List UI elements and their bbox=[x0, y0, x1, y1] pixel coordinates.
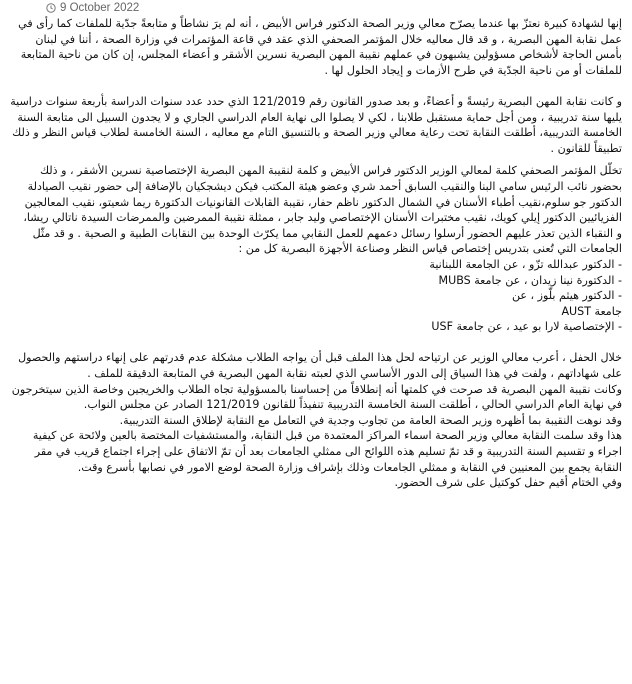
paragraph-praise: وقد نوهت النقيبة بما أظهره وزير الصحة العامة من تجاوب وجدية في التعامل مع النقابة لإطلاق السنة التدريبية. bbox=[119, 413, 622, 427]
paragraph-handover: هذا وقد سلمت النقابة معالي وزير الصحة اسماء المراكز المعتمدة من قبل النقابة، والمستشفيات المختصة بالعين ولائحة عن كيفية اجراء و تقسيم السنة التدريبية و قد تمّ تسليم هذه اللوائح الى ممثلي الجامعات بعد أن تمّ الاتفاق على إجراء اجتماع قريب في مقر النقابة يجمع بين المعنيين في النقابة و ممثلي الجامعات وذلك بإشراف وزارة الصحة لوضع الامور في نصابها بأسرع وقت. bbox=[32, 429, 622, 474]
university-item: - الإختصاصية لارا بو عيد ، عن جامعة USF bbox=[431, 320, 622, 334]
publish-date: 9 October 2022 bbox=[60, 2, 140, 14]
paragraph-intro: إنها لشهادة كبيرة نعتزّ بها عندما يصرّح معالي وزير الصحة الدكتور فراس الأبيض ، أنه لم يرَ نشاطاً و متابعةً جدّية للملفات كما رأى في عمل نقابة المهن البصرية ، و قد قال معاليه خلال المؤتمر الصحفي الذي عقد في قاعة المؤتمرات في وزارة الصحة ، أننا في لبنان بأمس الحاجة لأشخاص مسؤولين يشبهون في عملهم نقيبة المهن البصرية نسرين الأشقر و أعضاء المجلس، إن كان من ناحية المتابعة للملفات أو من ناحية الجدّية في طرح الأزمات و إيجاد الحلول لها . bbox=[18, 17, 622, 77]
clock-icon bbox=[46, 3, 56, 13]
paragraph-union-statement: وكانت نقيبة المهن البصرية قد صرحت في كلمتها أنه إنطلاقاً من إحساسنا بالمسؤولية تجاه الطلاب والخريجين وخاصة الذين سيتخرجون في نهاية العام الدراسي الحالي ، أطلقت السنة الخامسة التدريبية تنفيذاً للقانون 121/2019 الصادر عن مجلس النواب. bbox=[11, 382, 622, 412]
paragraph-universities: و النقباء الذين تعذر عليهم الحضور أرسلوا رسائل دعمهم للعمل النقابي مما يكرّث الوحدة بين النقابات الطبية و الصحية . و قد مثّل الجامعات التي تُعنى بتدريس إختصاص قياس النظر وصناعة الأجهزة البصرية كل من : bbox=[32, 226, 622, 256]
date-row bbox=[46, 0, 139, 16]
paragraph-minister-remarks: خلال الحفل ، أعرب معالي الوزير عن ارتياحه لحل هذا الملف قبل أن يواجه الطلاب مشكلة عدم قدرتهم على إنهاء دراستهم والحصول على شهاداتهم ، ولفت في هذا السياق إلى الدور الأساسي الذي لعبته نقابة المهن البصرية في المتابعة الدقيقة للملف . bbox=[18, 351, 622, 381]
university-item: - الدكتورة نينا زيدان ، عن جامعة MUBS bbox=[438, 273, 622, 287]
university-item: - الدكتور عبدالله تزّو ، عن الجامعة اللبنانية bbox=[429, 257, 622, 271]
article-body bbox=[8, 16, 622, 491]
paragraph-closing: وفي الختام أقيم حفل كوكتيل على شرف الحضور. bbox=[394, 476, 622, 490]
university-item: - الدكتور هيثم بلّوز ، عن bbox=[511, 289, 622, 303]
paragraph-law: و كانت نقابة المهن البصرية رئيسةً و أعضاءً، و بعد صدور القانون رقم 121/2019 الذي حدد عدد سنوات الدراسة بأربعة سنوات دراسية يليها سنة تدريبية ، ومن أجل حماية مستقبل طلابنا ، لكي لا يصلوا الى نهاية العام الدراسي الجاري و لا يجدون السبيل الى متابعة السنة الخامسة التدريبية، أطلقت النقابة تحت رعاية معالي وزير الصحة و بالتنسيق التام مع معاليه ، السنة الخامسة لطلاب قياس النظر و ذلك تطبيقاً للقانون . bbox=[10, 94, 622, 155]
paragraph-attendees: تخلّل المؤتمر الصحفي كلمة لمعالي الوزير الدكتور فراس الأبيض و كلمة لنقيبة المهن البصرية الإختصاصية نسرين الأشقر ، و ذلك بحضور نائب الرئيس سامي البنا والنقيب السابق أحمد شري وعضو هيئة المكتب فيكن ديشجكيان بالإضافة إلى حضور نقيب الصيادلة الدكتور جو سلوم،نقيب أطباء الأسنان في الشمال الدكتور ناظم حفار، نقيبة القابلات القانونيات الدكتورة ريما شعيتو، نقيب المعالجين الفزيائيين الدكتور إيلي كويك، نقيب مختبرات الأسنان الإختصاصي وليد جابر ، ممثلة نقيبة الممرضين والممرضات السيدة ناتالي ريشا، bbox=[23, 164, 622, 225]
university-item: جامعة AUST bbox=[561, 304, 622, 318]
